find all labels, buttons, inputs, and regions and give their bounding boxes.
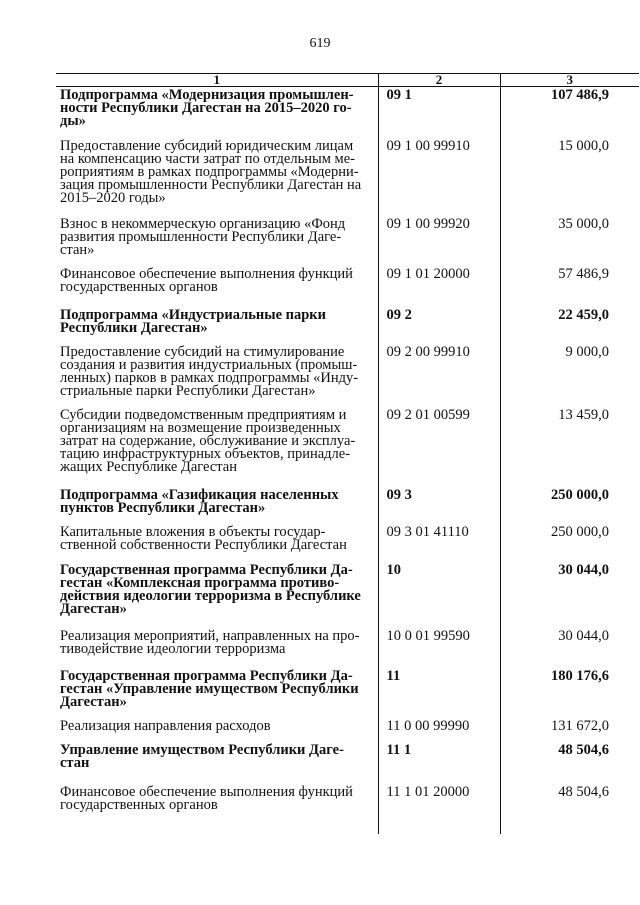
row-code: 09 1 00 99910 [378,138,500,216]
row-description: Подпрограмма «Газификация населенных пунктов Республики Дагестан» [60,486,339,516]
row-code: 09 1 00 99920 [378,216,500,266]
table-row [56,487,639,524]
row-code: 09 2 00 99910 [378,344,500,407]
row-description: Предоставление субсидий на стимулирование создания и развития индустриальных (промыш- ленных) парков в рамках подпрограммы «Инду- стриальные парки Республики Дагестан» [60,343,359,400]
row-amount: 22 459,0 [500,307,639,344]
table-row [56,87,639,138]
table-row [56,562,639,628]
row-amount: 57 486,9 [500,266,639,307]
table-header [56,74,639,87]
row-code: 09 3 01 41110 [378,524,500,562]
row-description: Финансовое обеспечение выполнения функций государственных органов [60,783,353,813]
table-row [56,407,639,487]
row-amount: 30 044,0 [500,628,639,668]
row-code: 11 0 00 99990 [378,718,500,742]
row-code: 11 1 [378,742,500,784]
budget-table [56,73,639,834]
row-amount: 107 486,9 [500,87,639,138]
header-col-2: 2 [378,74,500,87]
row-description: Субсидии подведомственным предприятиям и организациям на возмещение произведенных затрат на содержание, обслуживание и эксплуа- тацию инфраструктурных объектов, принадле- жащих Республике Дагестан [60,406,356,476]
row-amount: 48 504,6 [500,742,639,784]
row-amount: 13 459,0 [500,407,639,487]
table-body [56,87,639,834]
row-description: Государственная программа Республики Да- гестан «Комплексная программа противо- действия идеологии терроризма в Республике Дагестан» [60,561,361,618]
row-amount: 250 000,0 [500,524,639,562]
row-amount: 15 000,0 [500,138,639,216]
row-amount: 131 672,0 [500,718,639,742]
table-row [56,784,639,834]
row-amount: 30 044,0 [500,562,639,628]
row-amount: 180 176,6 [500,668,639,718]
row-description: Капитальные вложения в объекты государ- ственной собственности Республики Дагестан [60,523,347,553]
row-description: Реализация мероприятий, направленных на про- тиводействие идеологии терроризма [60,627,360,657]
row-amount: 35 000,0 [500,216,639,266]
header-row [56,74,639,87]
table-row [56,524,639,562]
table-row [56,216,639,266]
row-amount: 48 504,6 [500,784,639,834]
row-description: Реализация направления расходов [60,717,271,734]
row-description: Взнос в некоммерческую организацию «Фонд развития промышленности Республики Даге- стан» [60,215,346,258]
row-code: 10 0 01 99590 [378,628,500,668]
page-number: 619 [309,36,331,51]
table-row [56,344,639,407]
row-description: Финансовое обеспечение выполнения функций государственных органов [60,265,353,295]
row-code: 11 [378,668,500,718]
row-description: Предоставление субсидий юридическим лицам на компенсацию части затрат по отдельным ме- роприятиям в рамках подпрограммы «Модерни- зация промышленности Республики Дагестан на 2015–2020 годы» [60,137,362,207]
row-code: 09 3 [378,487,500,524]
table-row [56,718,639,742]
row-description: Управление имуществом Республики Даге- стан [60,741,344,771]
table-row [56,628,639,668]
header-col-1: 1 [56,74,378,87]
table-row [56,138,639,216]
row-description: Подпрограмма «Модернизация промышлен- ности Республики Дагестан на 2015–2020 го- ды» [60,87,354,130]
table-row [56,742,639,784]
row-amount: 250 000,0 [500,487,639,524]
row-code: 09 2 [378,307,500,344]
table-row [56,668,639,718]
table-row [56,266,639,307]
row-code: 09 2 01 00599 [378,407,500,487]
table-row [56,307,639,344]
row-code: 10 [378,562,500,628]
row-description: Государственная программа Республики Да- гестан «Управление имуществом Республики Дагестан» [60,667,359,710]
row-code: 09 1 01 20000 [378,266,500,307]
row-description: Подпрограмма «Индустриальные парки Республики Дагестан» [60,306,327,336]
row-code: 09 1 [378,87,500,138]
row-amount: 9 000,0 [500,344,639,407]
row-code: 11 1 01 20000 [378,784,500,834]
header-col-3: 3 [500,74,639,87]
